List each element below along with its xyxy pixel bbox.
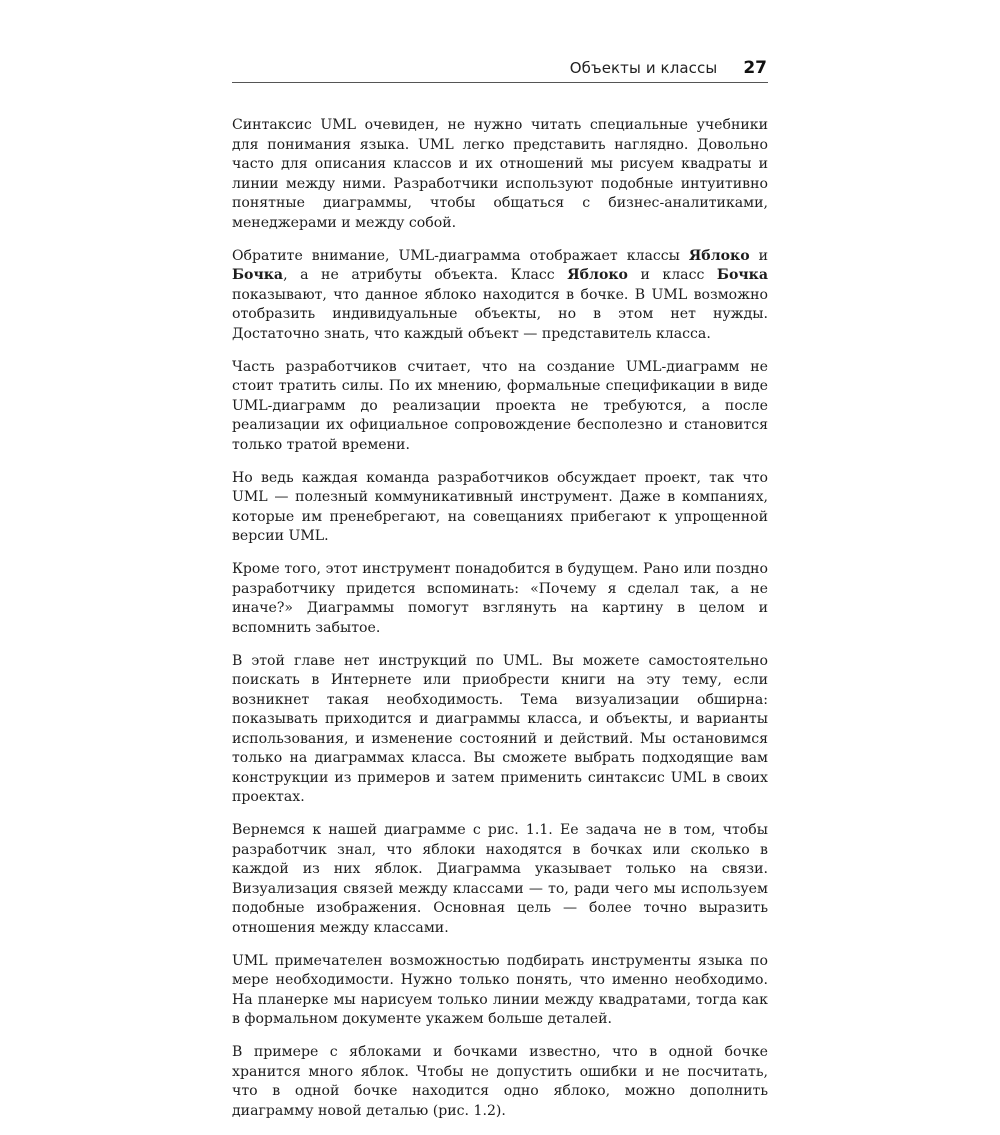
paragraph-7: Вернемся к нашей диаграмме с рис. 1.1. Ее задача не в том, чтобы разработчик знал, что яблоки находятся в бочках или сколько в каждой из них яблок. Диаграмма указывает только на связи. Визуализация связей между классами — то, ради чего мы используем подобные изображения. Основная цель — более точно выразить отношения между классами. (232, 822, 768, 936)
paragraph-9: В примере с яблоками и бочками известно, что в одной бочке хранится много яблок. Чтобы не допустить ошибки и не посчитать, что в одной бочке находится одно яблоко, можно дополнить диаграмму новой деталью (рис. 1.2). (232, 1044, 768, 1119)
paragraph-8: UML примечателен возможностью подбирать инструменты языка по мере необходимости. Нужно только понять, что именно необходимо. На планерке мы нарисуем только линии между квадратами, тогда как в формальном документе укажем больше деталей. (232, 952, 768, 1027)
text-run: , а не атрибуты объекта. Класс (283, 267, 568, 283)
text-run: и (749, 247, 768, 264)
paragraph-6: В этой главе нет инструкций по UML. Вы можете самостоятельно поискать в Интернете или приобрести книги на эту тему, если возникнет такая необходимость. Тема визуализации обширна: показывать приходится и диаграммы класса, и объекты, и варианты использования, и изменение состояний и действий. Мы остановимся только на диаграммах класса. Вы сможете выбрать подходящие вам конструкции из примеров и затем применить синтаксис UML в своих проектах. (232, 652, 768, 805)
page-number: 27 (743, 58, 767, 78)
class-name-barrel: Бочка (716, 267, 768, 283)
section-title: Объекты и классы (569, 59, 718, 77)
body-text (232, 116, 768, 1135)
class-name-barrel: Бочка (232, 267, 284, 283)
text-run: и класс (627, 267, 717, 283)
paragraph-2 (232, 247, 768, 345)
header-rule (232, 82, 768, 83)
paragraph-4: Но ведь каждая команда разработчиков обсуждает проект, так что UML — полезный коммуникативный инструмент. Даже в компаниях, которые им пренебрегают, на совещаниях прибегают к упрощенной версии UML. (232, 469, 768, 544)
text-run: показывают, что данное яблоко находится в бочке. В UML возможно отобразить индивидуальные объекты, но в этом нет нужды. Достаточно знать, что каждый объект — представитель класса. (232, 286, 768, 342)
class-name-apple: Яблоко (567, 267, 628, 283)
paragraph-5: Кроме того, этот инструмент понадобится в будущем. Рано или поздно разработчику придется вспоминать: «Почему я сделал так, а не иначе?» Диаграммы помогут взглянуть на картину в целом и вспомнить забытое. (232, 561, 768, 636)
text-run: Обратите внимание, UML-диаграмма отображает классы (232, 247, 689, 264)
running-header (232, 56, 768, 80)
paragraph-3: Часть разработчиков считает, что на создание UML-диаграмм не стоит тратить силы. По их мнению, формальные спецификации в виде UML-диаграмм до реализации проекта не требуются, а после реализации их официальное сопровождение бесполезно и становится только тратой времени. (232, 358, 768, 453)
class-name-apple: Яблоко (688, 247, 750, 264)
paragraph-1: Синтаксис UML очевиден, не нужно читать специальные учебники для понимания языка. UML легко представить наглядно. Довольно часто для описания классов и их отношений мы рисуем квадраты и линии между ними. Разработчики используют подобные интуитивно понятные диаграммы, чтобы общаться с бизнес-аналитиками, менеджерами и между собой. (232, 117, 768, 231)
